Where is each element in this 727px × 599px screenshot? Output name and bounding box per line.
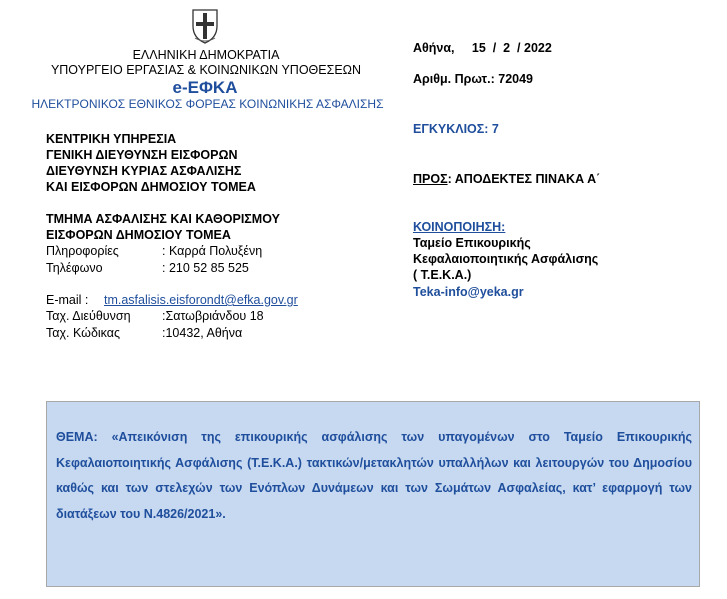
- recipients-line: [413, 172, 600, 186]
- brand-full-name: ΗΛΕΚΤΡΟΝΙΚΟΣ ΕΘΝΙΚΟΣ ΦΟΡΕΑΣ ΚΟΙΝΩΝΙΚΗΣ ΑΣΦΑΛΙΣΗΣ: [31, 97, 384, 111]
- document-date: Αθήνα, 15 / 2 / 2022: [413, 41, 552, 55]
- sender-general-directorate: ΓΕΝΙΚΗ ΔΙΕΥΘΥΝΣΗ ΕΙΣΦΟΡΩΝ: [46, 148, 238, 162]
- subject-text: ΘΕΜΑ: «Απεικόνιση της επικουρικής ασφάλισης των υπαγομένων στο Ταμείο Επικουρικής Κεφαλαιοποιητικής Ασφάλισης (Τ.Ε.Κ.Α.) τακτικών/μετακλητών υπαλλήλων και λειτουργών του Δημοσίου καθώς και των στελεχών των Ενόπλων Δυνάμεων και των Σωμάτων Ασφαλείας, κατ’ εφαρμογή των διατάξεων του Ν.4826/2021».: [56, 430, 692, 521]
- brand-logo-text: e-ΕΦΚΑ: [172, 78, 238, 97]
- cc-label: ΚΟΙΝΟΠΟΙΗΣΗ:: [413, 220, 506, 234]
- address-value: :Σατωβριάνδου 18: [162, 309, 264, 323]
- cc-line-2: Κεφαλαιοποιητικής Ασφάλισης: [413, 252, 599, 266]
- phone-value: : 210 52 85 525: [162, 261, 249, 275]
- sender-department: ΤΜΗΜΑ ΑΣΦΑΛΙΣΗΣ ΚΑΙ ΚΑΘΟΡΙΣΜΟΥ: [46, 212, 280, 226]
- subject-box: [46, 401, 700, 587]
- ministry-heading: ΥΠΟΥΡΓΕΙΟ ΕΡΓΑΣΙΑΣ & ΚΟΙΝΩΝΙΚΩΝ ΥΠΟΘΕΣΕΩΝ: [50, 63, 362, 77]
- cc-line-1: Ταμείο Επικουρικής: [413, 236, 531, 250]
- protocol-number: Αριθμ. Πρωτ.: 72049: [413, 72, 534, 86]
- postcode-label: Ταχ. Κώδικας: [46, 326, 121, 340]
- sender-directorate: ΔΙΕΥΘΥΝΣΗ ΚΥΡΙΑΣ ΑΣΦΑΛΙΣΗΣ: [46, 164, 242, 178]
- republic-heading: ΕΛΛΗΝΙΚΗ ΔΗΜΟΚΡΑΤΙΑ: [132, 48, 280, 62]
- sender-directorate-cont: ΚΑΙ ΕΙΣΦΟΡΩΝ ΔΗΜΟΣΙΟΥ ΤΟΜΕΑ: [46, 180, 256, 194]
- sender-service: ΚΕΝΤΡΙΚΗ ΥΠΗΡΕΣΙΑ: [46, 132, 177, 146]
- cc-line-3: ( Τ.Ε.Κ.Α.): [413, 268, 472, 282]
- info-value: : Καρρά Πολυξένη: [162, 244, 263, 258]
- sender-department-cont: ΕΙΣΦΟΡΩΝ ΔΗΜΟΣΙΟΥ ΤΟΜΕΑ: [46, 228, 231, 242]
- recipients-value: : ΑΠΟΔΕΚΤΕΣ ΠΙΝΑΚΑ Α΄: [447, 172, 601, 186]
- greek-emblem-icon: [190, 8, 220, 44]
- cc-email: Teka-info@yeka.gr: [413, 285, 524, 299]
- postcode-value: :10432, Αθήνα: [162, 326, 243, 340]
- phone-label: Τηλέφωνο: [46, 261, 103, 275]
- address-label: Ταχ. Διεύθυνση: [46, 309, 131, 323]
- email-link[interactable]: tm.asfalisis.eisforondt@efka.gov.gr: [104, 293, 298, 307]
- email-label: E-mail :: [46, 293, 89, 307]
- info-label: Πληροφορίες: [46, 244, 119, 258]
- circular-number: ΕΓΚΥΚΛΙΟΣ: 7: [413, 122, 499, 136]
- recipients-label: ΠΡΟΣ: [413, 172, 448, 186]
